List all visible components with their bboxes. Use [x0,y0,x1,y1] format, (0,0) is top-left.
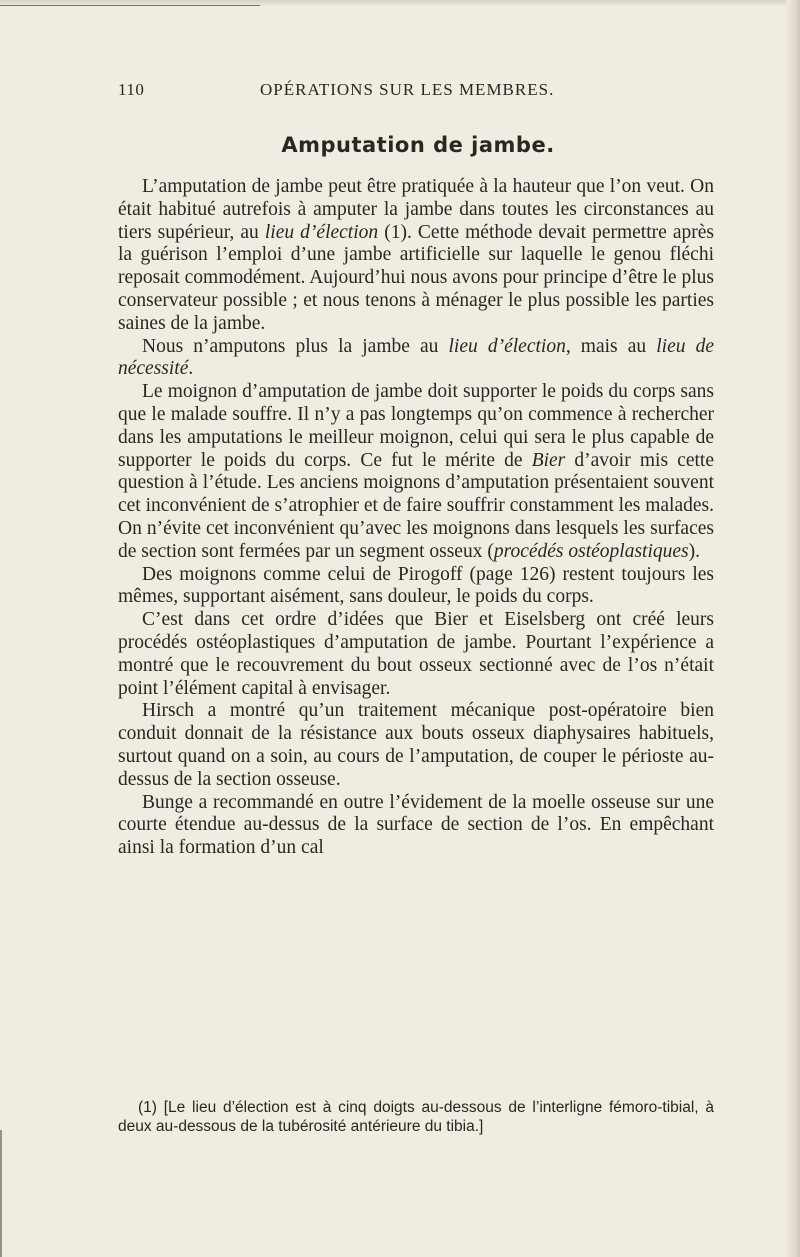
page-number: 110 [118,80,145,99]
running-head [118,80,712,104]
paragraph: Bunge a recommandé en outre l’évidement de la moelle osseuse sur une courte étendue au-dessus de la surface de section de l’os. En empêchant ainsi la formation d’un cal [118,791,714,859]
gutter-mark [0,1130,2,1257]
paragraph [118,176,714,336]
text-run: L’amputation de jambe peut être pratiquée à la hauteur que l’on veut. On était habitué autrefois à amputer la jambe dans toutes les circonstances au tiers supérieur, au [118,176,714,243]
text-run: , mais au [565,335,657,357]
running-title: OPÉRATIONS SUR LES MEMBRES. [260,80,555,99]
page-right-edge [786,0,800,1257]
paragraph: Des moignons comme celui de Pirogoff (page 126) restent toujours les mêmes, supportant aisément, sans douleur, le poids du corps. [118,563,714,608]
text-run: ). [688,540,700,562]
italic-term: lieu d’élection [448,335,566,357]
body-text [118,176,714,860]
text-run: . [188,358,194,380]
paragraph [118,336,714,382]
footnote-text: (1) [Le lieu d’élection est à cinq doigts au-dessous de l’interligne fémoro-tibial, à deux au-dessous de la tubérosité antérieure du tibia.] [118,1099,714,1135]
footnote [118,1098,714,1136]
page-top-rule [0,5,260,6]
paragraph [118,381,714,563]
text-run: Nous n’amputons plus la jambe au [142,335,449,357]
paragraph: Hirsch a montré qu’un traitement mécanique post-opératoire bien conduit donnait de la résistance aux bouts osseux diaphysaires habituels, surtout quand on a soin, au cours de l’amputation, de couper le périoste au-dessus de la section osseuse. [118,700,714,790]
text-run: d’avoir mis cette question à l’étude. Les anciens moignons d’amputation présentaient souvent cet inconvénient de s’atrophier et de faire souffrir constamment les malades. On n’évite cet inconvénient qu’avec les moignons dans lesquels les surfaces de section sont fermées par un segment osseux ( [118,449,714,562]
text-run: (1). Cette méthode devait permettre après la guérison l’emploi d’une jambe artificielle sur laquelle le genou fléchi reposait commodément. Aujourd’hui nous avons pour principe d’être le plus conservateur possible ; et nous tenons à ménager le plus possible les parties saines de la jambe. [118,221,714,334]
section-title: Amputation de jambe. [281,133,555,157]
italic-term: Bier [531,449,566,471]
text-run: Le moignon d’amputation de jambe doit supporter le poids du corps sans que le malade souffre. Il n’y a pas longtemps qu’on commence à rechercher dans les amputations le meilleur moignon, celui qui sera le plus capable de supporter le poids du corps. Ce fut le mérite de [118,381,714,471]
italic-term: lieu d’élection [264,221,379,243]
italic-term: lieu de nécessité [118,335,715,380]
paragraph: C’est dans cet ordre d’idées que Bier et Eiselsberg ont créé leurs procédés ostéoplastiques d’amputation de jambe. Pourtant l’expérience a montré que le recouvrement du bout osseux sectionné avec de l’os n’était point l’élément capital à envisager. [118,609,714,699]
italic-term: procédés ostéoplastiques [493,540,689,562]
